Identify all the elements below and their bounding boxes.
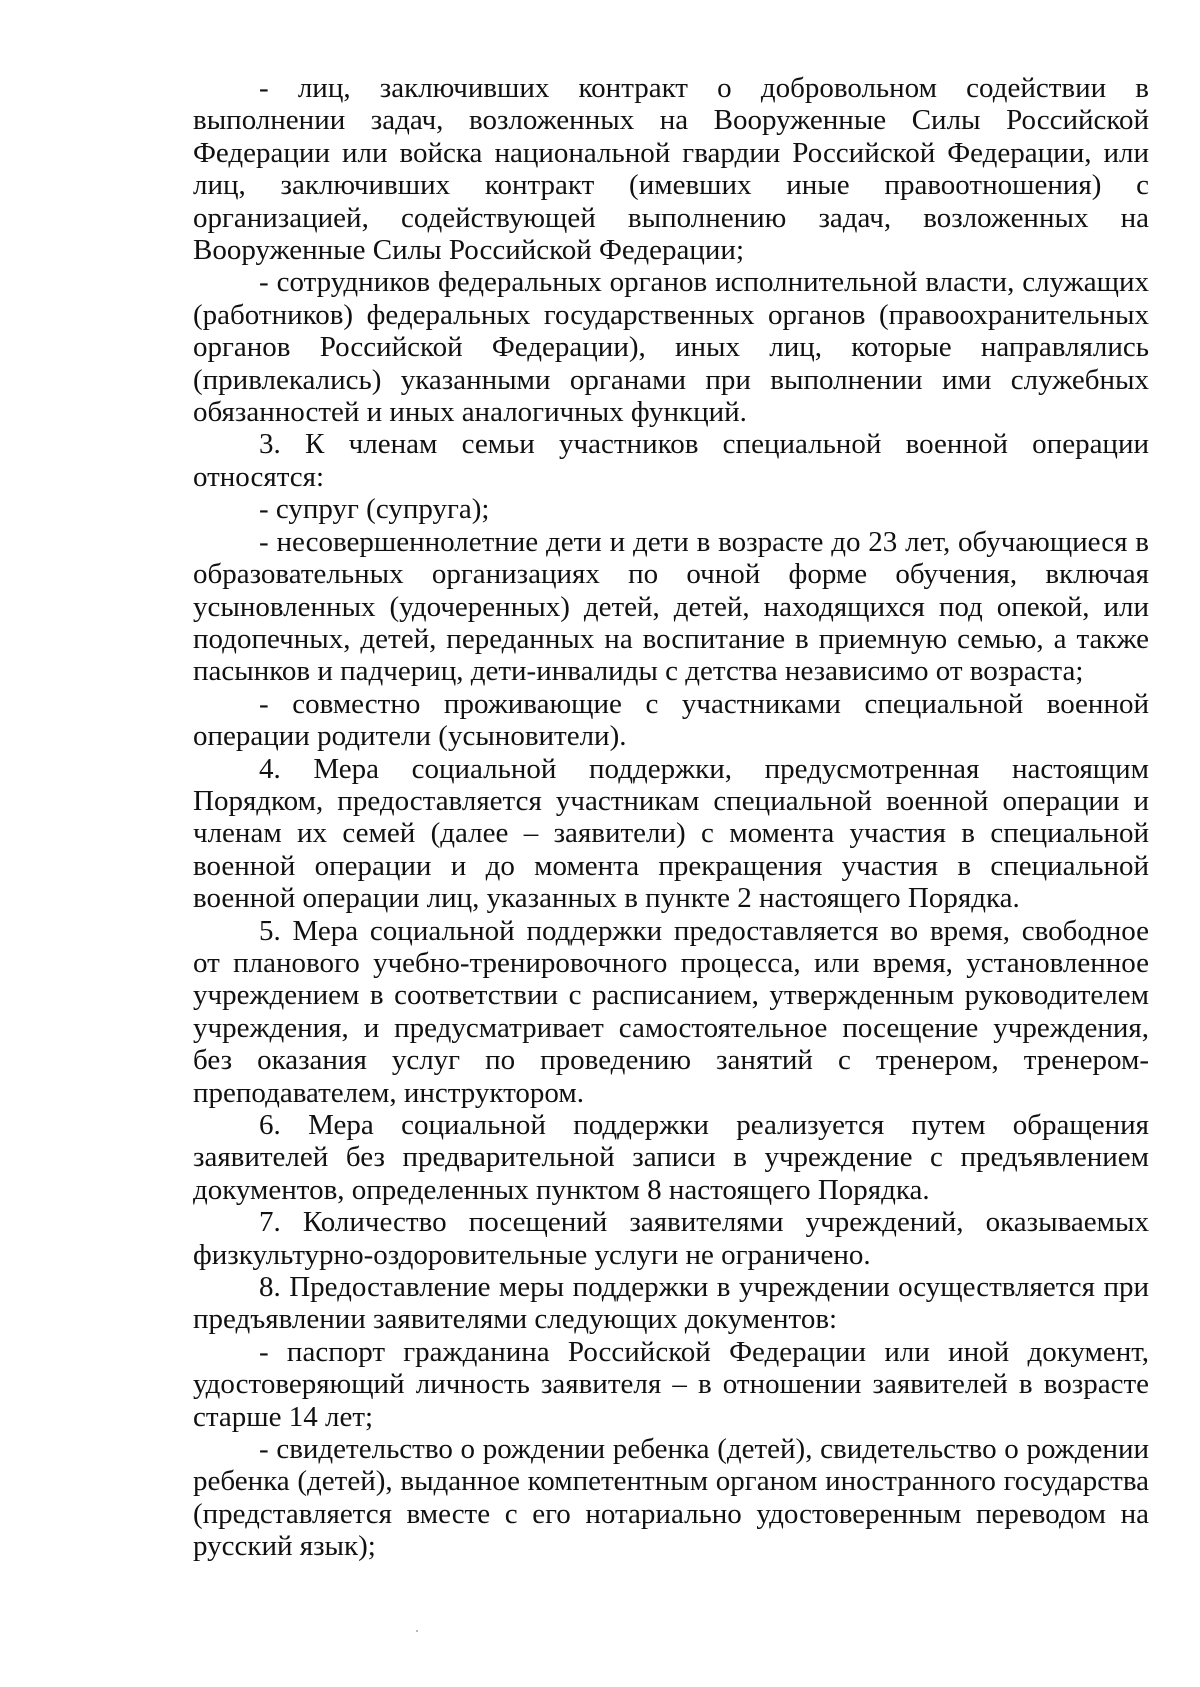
paragraph-item-5: 5. Мера социальной поддержки предоставляется во время, свободное от планового учебно-тренировочного процесса, или время, установленное учреждением в соответствии с расписанием, утвержденным руководителем учреждения, и предусматривает самостоятельное посещение учреждения, без оказания услуг по проведению занятий с тренером, тренером-преподавателем, инструктором. — [193, 914, 1149, 1109]
paragraph-passport: - паспорт гражданина Российской Федерации или иной документ, удостоверяющий личность заявителя – в отношении заявителей в возрасте старше 14 лет; — [193, 1335, 1149, 1433]
paragraph-family-members-heading: 3. К членам семьи участников специальной военной операции относятся: — [193, 428, 1149, 493]
scan-artifact — [416, 1630, 418, 1632]
paragraph-item-4: 4. Мера социальной поддержки, предусмотренная настоящим Порядком, предоставляется участникам специальной военной операции и членам их семей (далее – заявители) с момента участия в специальной военной операции и до момента прекращения участия в специальной военной операции лиц, указанных в пункте 2 настоящего Порядка. — [193, 752, 1149, 915]
paragraph-spouse: - супруг (супруга); — [259, 493, 490, 526]
paragraph-item-8: 8. Предоставление меры поддержки в учреждении осуществляется при предъявлении заявителями следующих документов: — [193, 1271, 1149, 1336]
paragraph-birth-certificate: - свидетельство о рождении ребенка (детей), свидетельство о рождении ребенка (детей), выданное компетентным органом иностранного государства (представляется вместе с его нотариально удостоверенным переводом на русский язык); — [193, 1433, 1149, 1563]
paragraph-parents: - совместно проживающие с участниками специальной военной операции родители (усыновители). — [193, 687, 1149, 753]
document-body — [193, 72, 1149, 1563]
paragraph-federal-employees: - сотрудников федеральных органов исполнительной власти, служащих (работников) федеральных государственных органов (правоохранительных органов Российской Федерации), иных лиц, которые направлялись (привлекались) указанными органами при выполнении ими служебных обязанностей и иных аналогичных функций. — [193, 266, 1149, 429]
paragraph-item-7: 7. Количество посещений заявителями учреждений, оказываемых физкультурно-оздоровительные услуги не ограничено. — [193, 1206, 1149, 1271]
paragraph-item-6: 6. Мера социальной поддержки реализуется путем обращения заявителей без предварительной записи в учреждение с предъявлением документов, определенных пунктом 8 настоящего Порядка. — [193, 1109, 1149, 1206]
paragraph-contract-persons: - лиц, заключивших контракт о добровольном содействии в выполнении задач, возложенных на Вооруженные Силы Российской Федерации или войска национальной гвардии Российской Федерации, или лиц, заключивших контракт (имевших иные правоотношения) с организацией, содействующей выполнению задач, возложенных на Вооруженные Силы Российской Федерации; — [193, 72, 1149, 267]
paragraph-children: - несовершеннолетние дети и дети в возрасте до 23 лет, обучающиеся в образовательных организациях по очной форме обучения, включая усыновленных (удочеренных) детей, детей, находящихся под опекой, или подопечных, детей, переданных на воспитание в приемную семью, а также пасынков и падчериц, дети-инвалиды с детства независимо от возраста; — [193, 525, 1149, 688]
